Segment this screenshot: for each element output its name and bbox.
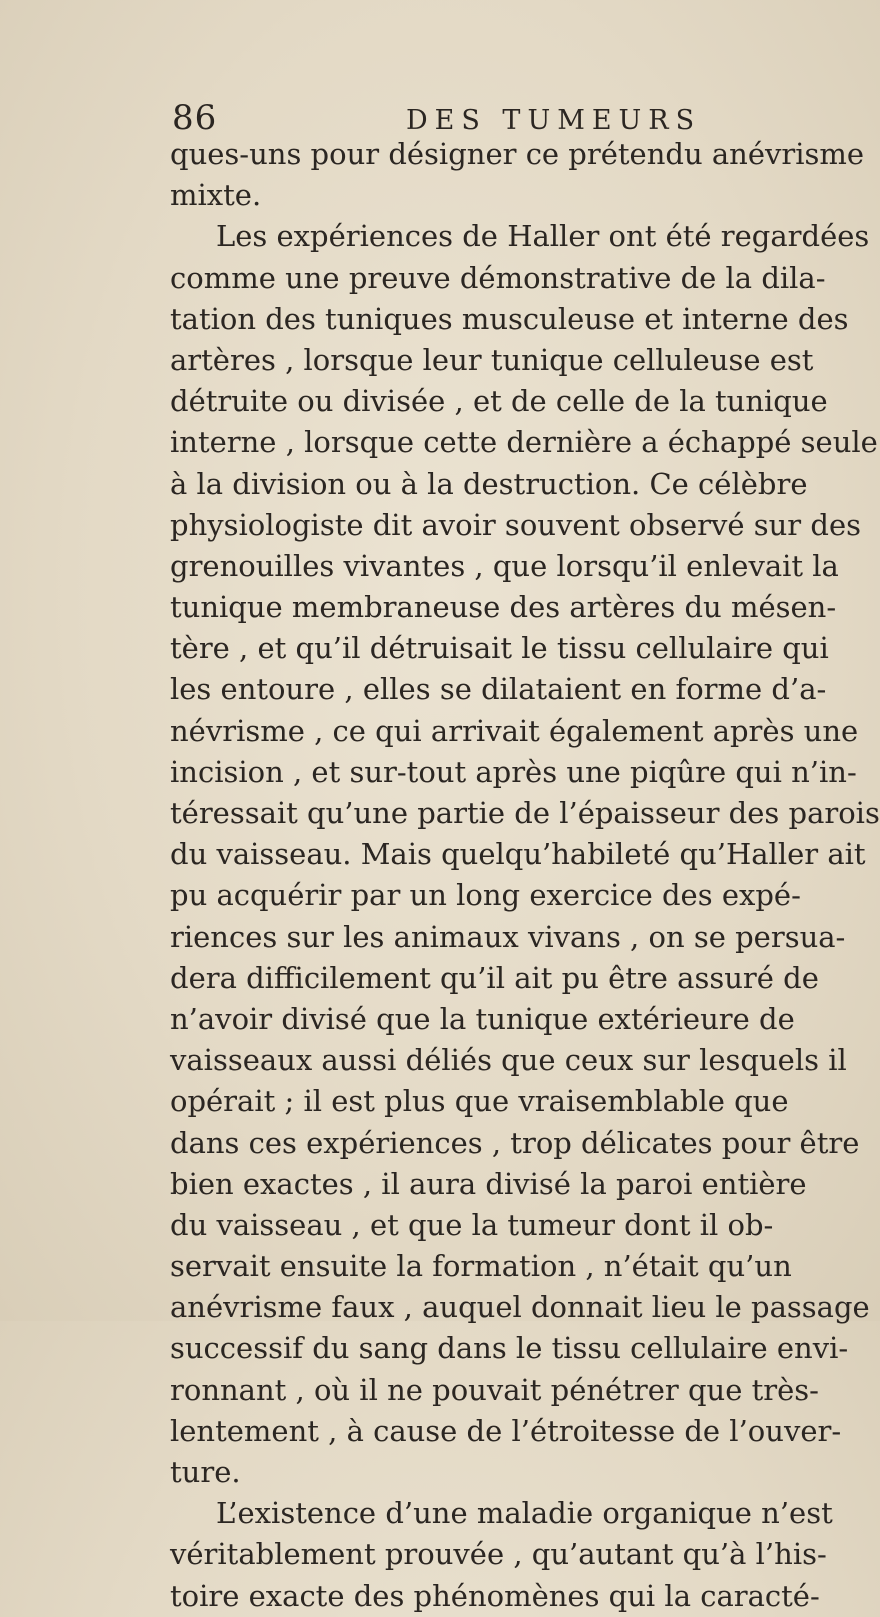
text-line: tation des tuniques musculeuse et interne des	[170, 301, 849, 336]
text-line: bien exactes , il aura divisé la paroi entière	[170, 1166, 807, 1201]
text-line: comme une preuve démonstrative de la dila-	[170, 260, 826, 295]
text-line: ronnant , où il ne pouvait pénétrer que très-	[170, 1372, 819, 1407]
text-line: interne , lorsque cette dernière a échappé seule	[170, 425, 878, 460]
page-number: 86	[172, 98, 218, 138]
text-line: téressait qu’une partie de l’épaisseur des parois	[170, 796, 880, 830]
paragraph-start-line: Les expériences de Haller ont été regardées	[216, 219, 870, 254]
text-line: n’avoir divisé que la tunique extérieure de	[170, 1001, 795, 1036]
text-line: dera difficilement qu’il ait pu être assuré de	[170, 960, 819, 995]
text-line: névrisme , ce qui arrivait également après une	[170, 713, 859, 748]
text-line: ture.	[170, 1455, 241, 1489]
text-line: mixte.	[170, 178, 262, 213]
text-line: anévrisme faux , auquel donnait lieu le passage	[170, 1290, 870, 1325]
text-line: véritablement prouvée , qu’autant qu’à l’his-	[170, 1537, 827, 1572]
text-line: tunique membraneuse des artères du mésen-	[170, 590, 837, 625]
text-line: successif du sang dans le tissu cellulaire envi-	[170, 1331, 849, 1366]
text-line: vaisseaux aussi déliés que ceux sur lesquels il	[170, 1043, 847, 1078]
text-line: grenouilles vivantes , que lorsqu’il enlevait la	[170, 548, 839, 583]
text-line: dans ces expériences , trop délicates pour être	[170, 1125, 860, 1160]
text-line: lentement , à cause de l’étroitesse de l’ouver-	[170, 1413, 842, 1448]
text-line: du vaisseau. Mais quelqu’habileté qu’Haller ait	[170, 837, 866, 872]
text-line: les entoure , elles se dilataient en forme d’a-	[170, 672, 827, 707]
text-line: opérait ; il est plus que vraisemblable que	[170, 1084, 789, 1119]
text-line: à la division ou à la destruction. Ce célèbre	[170, 466, 808, 501]
text-line: ques-uns pour désigner ce prétendu anévrisme	[170, 137, 865, 171]
text-line: du vaisseau , et que la tumeur dont il ob-	[170, 1207, 774, 1242]
text-line: artères , lorsque leur tunique celluleuse est	[170, 342, 814, 377]
text-line: riences sur les animaux vivans , on se persua-	[170, 919, 846, 954]
text-line: pu acquérir par un long exercice des expé-	[170, 878, 801, 913]
body-text	[170, 134, 880, 1617]
text-line: détruite ou divisée , et de celle de la tunique	[170, 384, 828, 419]
text-line: physiologiste dit avoir souvent observé sur des	[170, 507, 861, 542]
text-line: toire exacte des phénomènes qui la caracté-	[170, 1578, 820, 1613]
text-line: servait ensuite la formation , n’était qu’un	[170, 1249, 792, 1284]
running-head: DES TUMEURS	[406, 105, 702, 136]
paragraph-start-line: L’existence d’une maladie organique n’est	[216, 1496, 833, 1531]
text-line: incision , et sur-tout après une piqûre qui n’in-	[170, 754, 857, 789]
text-line: tère , et qu’il détruisait le tissu cellulaire qui	[170, 631, 829, 666]
